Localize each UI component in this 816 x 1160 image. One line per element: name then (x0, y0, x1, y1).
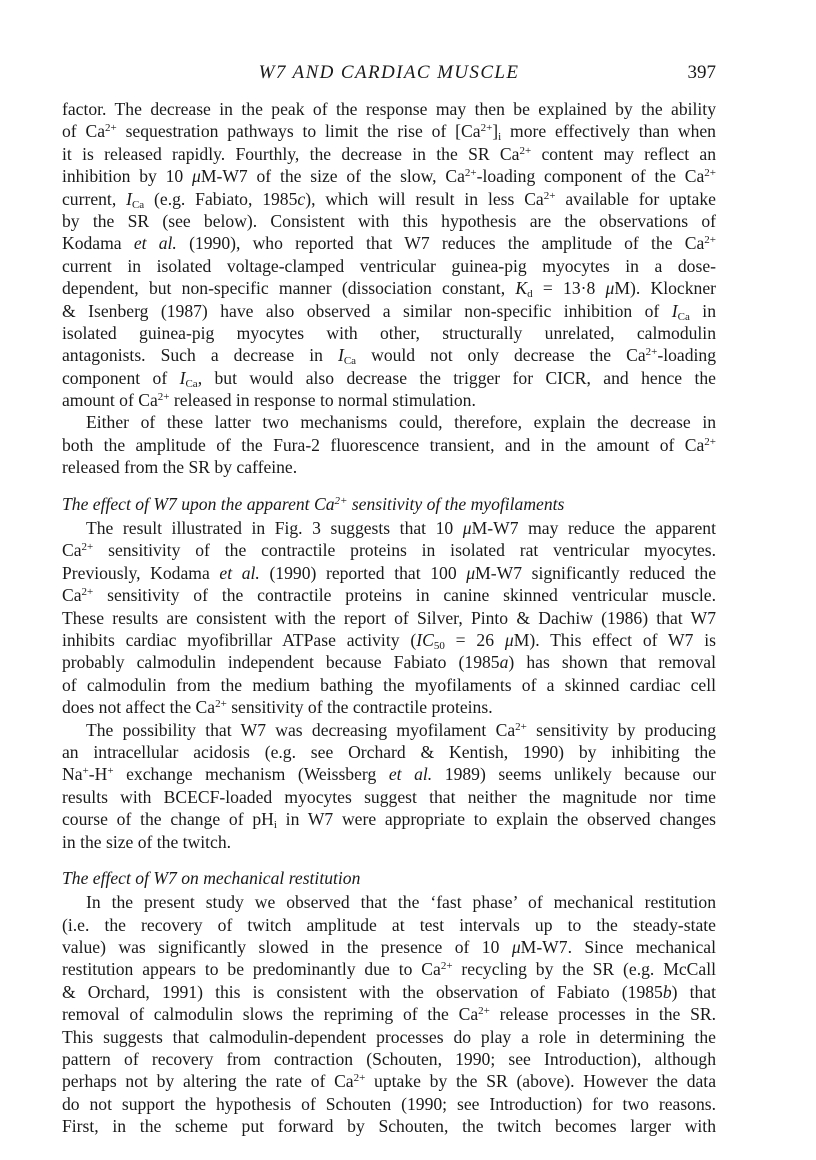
text-line: does not affect the $Ca^{2+}$ sensitivity of the contractile proteins. (62, 697, 493, 718)
text-line: pattern of recovery from contraction (Schouten, 1990; see Introduction), although (62, 1049, 716, 1070)
text-line: results with BCECF-loaded myocytes suggest that neither the magnitude nor time (62, 786, 716, 807)
text-line: both the amplitude of the Fura-2 fluorescence transient, and in the amount of $Ca^{2+}$ (62, 434, 716, 455)
text-line: probably calmodulin independent because Fabiato (1985a) has shown that removal (62, 652, 716, 673)
text-line: inhibition by 10 μM-W7 of the size of the slow, $Ca^{2+}$-loading component of the $Ca^{2+}$ (62, 166, 716, 187)
text-line: released from the SR by caffeine. (62, 457, 298, 478)
text-line: perhaps not by altering the rate of $Ca^{2+}$ uptake by the SR (above). However the data (62, 1071, 716, 1092)
text-line: The result illustrated in Fig. 3 suggests that 10 μM-W7 may reduce the apparent (86, 518, 716, 539)
text-line: dependent, but non-specific manner (dissociation constant, $K_d = 13\cdot 8$ μM). Klockner (62, 278, 716, 300)
text-line: component of $I_{Ca}$, but would also decrease the trigger for CICR, and hence the (62, 367, 716, 390)
page-header (62, 62, 716, 88)
text-line: course of the change of $pH_i$ in W7 were appropriate to explain the observed changes (62, 809, 716, 831)
text-line: removal of calmodulin slows the repriming of the $Ca^{2+}$ release processes in the SR. (62, 1004, 716, 1025)
text-line: of calmodulin from the medium bathing the myofilaments of a skinned cardiac cell (62, 674, 716, 695)
text-line: Previously, Kodama et al. (1990) reported that 100 μM-W7 significantly reduced the (62, 562, 716, 583)
text-line: factor. The decrease in the peak of the response may then be explained by the ability (62, 99, 716, 119)
text-line: by the SR (see below). Consistent with this hypothesis are the observations of (62, 210, 716, 231)
section-heading: The effect of W7 on mechanical restitution (62, 867, 361, 888)
paragraph (62, 98, 716, 411)
text-line: Na+-H+ exchange mechanism (Weissberg et al. 1989) seems unlikely because our (62, 764, 716, 785)
text-line: In the present study we observed that the ‘fast phase’ of mechanical restitution (86, 892, 716, 913)
page-number: 397 (687, 62, 716, 83)
body-text (62, 98, 716, 1138)
text-line: restitution appears to be predominantly due to $Ca^{2+}$ recycling by the SR (e.g. McCall (62, 959, 716, 980)
text-line: Kodama et al. (1990), who reported that W7 reduces the amplitude of the $Ca^{2+}$ (62, 233, 716, 254)
text-line: (i.e. the recovery of twitch amplitude at test intervals up to the steady-state (62, 914, 716, 935)
text-line: antagonists. Such a decrease in $I_{Ca}$ would not only decrease the $Ca^{2+}$-loading (62, 345, 716, 367)
text-line: First, in the scheme put forward by Schouten, the twitch becomes larger with (62, 1116, 716, 1137)
text-line: Either of these latter two mechanisms could, therefore, explain the decrease in (86, 412, 716, 433)
text-line: & Orchard, 1991) this is consistent with the observation of Fabiato (1985b) that (62, 981, 716, 1002)
text-line: isolated guinea-pig myocytes with other, structurally unrelated, calmodulin (62, 322, 716, 343)
text-line: of $Ca^{2+}$ sequestration pathways to limit the rise of $[Ca^{2+}]_i$ more effectively than when (62, 121, 716, 143)
text-line: The possibility that W7 was decreasing myofilament $Ca^{2+}$ sensitivity by producing (86, 719, 716, 740)
text-line: $Ca^{2+}$ sensitivity of the contractile proteins in canine skinned ventricular muscle. (62, 585, 716, 606)
paragraph (62, 517, 716, 719)
text-line: inhibits cardiac myofibrillar ATPase activity ($IC_{50} = 26$ μM). This effect of W7 is (62, 629, 716, 652)
text-line: & Isenberg (1987) have also observed a similar non-specific inhibition of $I_{Ca}$ in (62, 300, 716, 322)
text-line: current, $I_{Ca}$ (e.g. Fabiato, 1985c), which will result in less $Ca^{2+}$ available for uptake (62, 188, 716, 210)
running-head: W7 AND CARDIAC MUSCLE (258, 62, 520, 83)
section-heading: The effect of W7 upon the apparent $Ca^{2+}$ sensitivity of the myofilaments (62, 493, 565, 514)
text-line: in the size of the twitch. (62, 831, 232, 852)
paragraph (62, 891, 716, 1137)
text-line: amount of $Ca^{2+}$ released in response to normal stimulation. (62, 390, 476, 411)
text-line: This suggests that calmodulin-dependent processes do play a role in determining the (62, 1026, 716, 1047)
paragraph (62, 411, 716, 478)
text-line: $Ca^{2+}$ sensitivity of the contractile proteins in isolated rat ventricular myocytes. (62, 540, 716, 561)
text-line: do not support the hypothesis of Schouten (1990; see Introduction) for two reasons. (62, 1093, 716, 1114)
paragraph (62, 719, 716, 853)
text-line: value) was significantly slowed in the presence of 10 μM-W7. Since mechanical (62, 937, 716, 958)
text-line: an intracellular acidosis (e.g. see Orchard & Kentish, 1990) by inhibiting the (62, 741, 716, 762)
text-line: These results are consistent with the report of Silver, Pinto & Dachiw (1986) that W7 (62, 607, 716, 628)
text-line: current in isolated voltage-clamped ventricular guinea-pig myocytes in a dose- (62, 255, 716, 276)
text-line: it is released rapidly. Fourthly, the decrease in the SR $Ca^{2+}$ content may reflect an (62, 143, 716, 164)
